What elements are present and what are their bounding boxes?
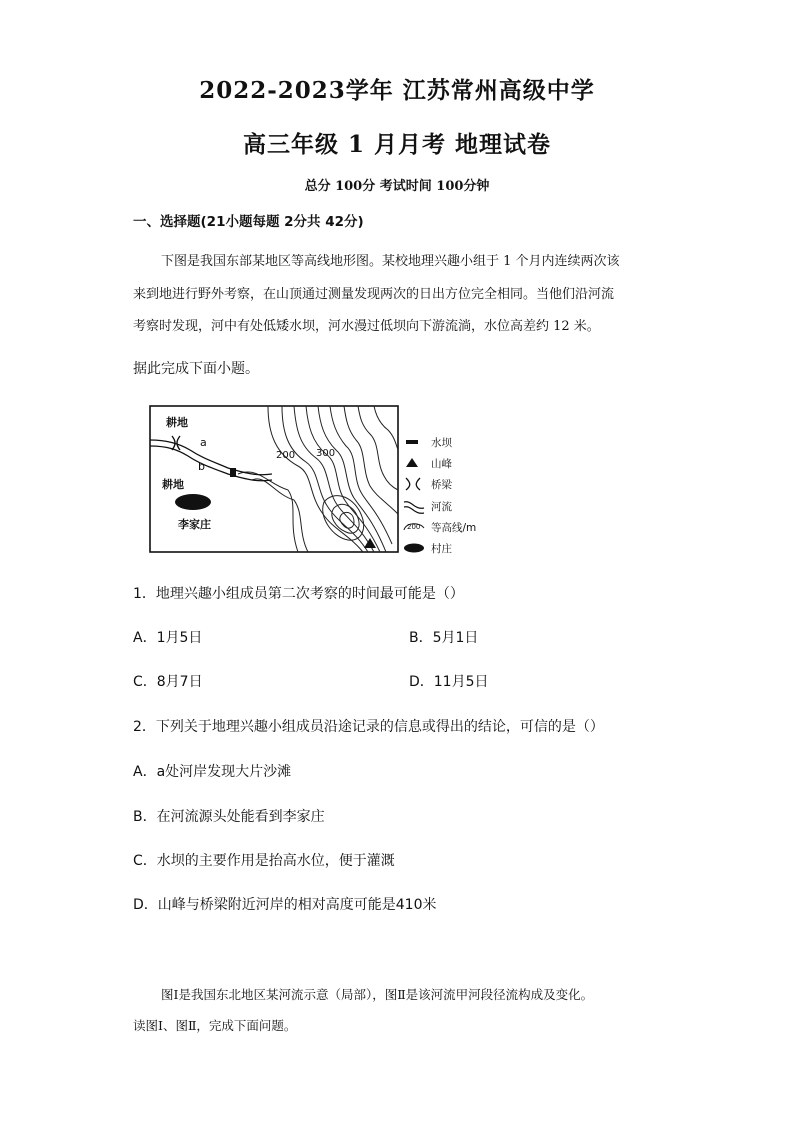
legend-river-label: 河流 (431, 501, 452, 513)
river (150, 440, 272, 481)
intro-line-2: 来到地进行野外考察，在山顶通过测量发现两次的日出方位完全相同。当他们沿河流 (133, 287, 615, 302)
section-heading: 一、选择题(21小题每题 2分共 42分) (133, 214, 364, 230)
legend-contour-label: 等高线/m (431, 522, 477, 534)
q2-option-d[interactable]: D．山峰与桥梁附近河岸的相对高度可能是410米 (133, 897, 437, 913)
contour-map-figure (148, 404, 478, 556)
map-legend (404, 436, 476, 555)
intro-prompt: 据此完成下面小题。 (133, 361, 259, 377)
label-point-b: b (198, 460, 205, 473)
section2-line-2: 读图Ⅰ、图Ⅱ，完成下面问题。 (133, 1018, 297, 1033)
q2-stem: 2．下列关于地理兴趣小组成员沿途记录的信息或得出的结论，可信的是（） (133, 719, 604, 735)
label-contour-200: 200 (276, 450, 296, 461)
q1-option-a[interactable]: A．1月5日 (133, 630, 203, 646)
legend-river-icon (404, 502, 424, 514)
title-line-1: 2022-2023学年 江苏常州高级中学 (199, 77, 595, 104)
legend-dam-label: 水坝 (431, 437, 452, 449)
q1-stem: 1．地理兴趣小组成员第二次考察的时间最可能是（） (133, 586, 464, 602)
label-farmland-top: 耕地 (166, 416, 188, 429)
q2-option-c[interactable]: C．水坝的主要作用是抬高水位，便于灌溉 (133, 853, 395, 869)
legend-dam-icon (406, 440, 418, 444)
legend-peak-label: 山峰 (431, 458, 452, 470)
legend-peak-icon (406, 458, 418, 467)
title-line-2: 高三年级 1 月月考 地理试卷 (242, 131, 552, 158)
legend-bridge-label: 桥梁 (431, 479, 452, 491)
q1-option-d[interactable]: D．11月5日 (409, 674, 489, 690)
svg-text:200: 200 (407, 523, 421, 531)
exam-subtitle: 总分 100分 考试时间 100分钟 (304, 179, 490, 194)
section2-line-1: 图Ⅰ是我国东北地区某河流示意（局部），图Ⅱ是该河流甲河段径流构成及变化。 (161, 987, 594, 1002)
legend-village-icon (404, 544, 424, 553)
legend-contour-icon (404, 523, 424, 531)
village-icon (175, 494, 211, 510)
legend-bridge-icon (406, 478, 420, 490)
q2-option-a[interactable]: A．a处河岸发现大片沙滩 (133, 764, 292, 780)
intro-line-3: 考察时发现，河中有处低矮水坝，河水漫过低坝向下游流淌，水位高差约 12 米。 (133, 319, 600, 334)
q1-option-b[interactable]: B．5月1日 (409, 630, 479, 646)
label-farmland-left: 耕地 (162, 478, 184, 491)
contour-lines (238, 406, 398, 552)
q2-option-b[interactable]: B．在河流源头处能看到李家庄 (133, 809, 325, 825)
label-village: 李家庄 (178, 518, 211, 531)
label-point-a: a (200, 436, 207, 449)
label-contour-300: 300 (316, 448, 336, 459)
dam-icon (230, 468, 236, 477)
intro-line-1: 下图是我国东部某地区等高线地形图。某校地理兴趣小组于 1 个月内连续两次该 (161, 254, 620, 269)
legend-village-label: 村庄 (431, 543, 452, 555)
q1-option-c[interactable]: C．8月7日 (133, 674, 203, 690)
